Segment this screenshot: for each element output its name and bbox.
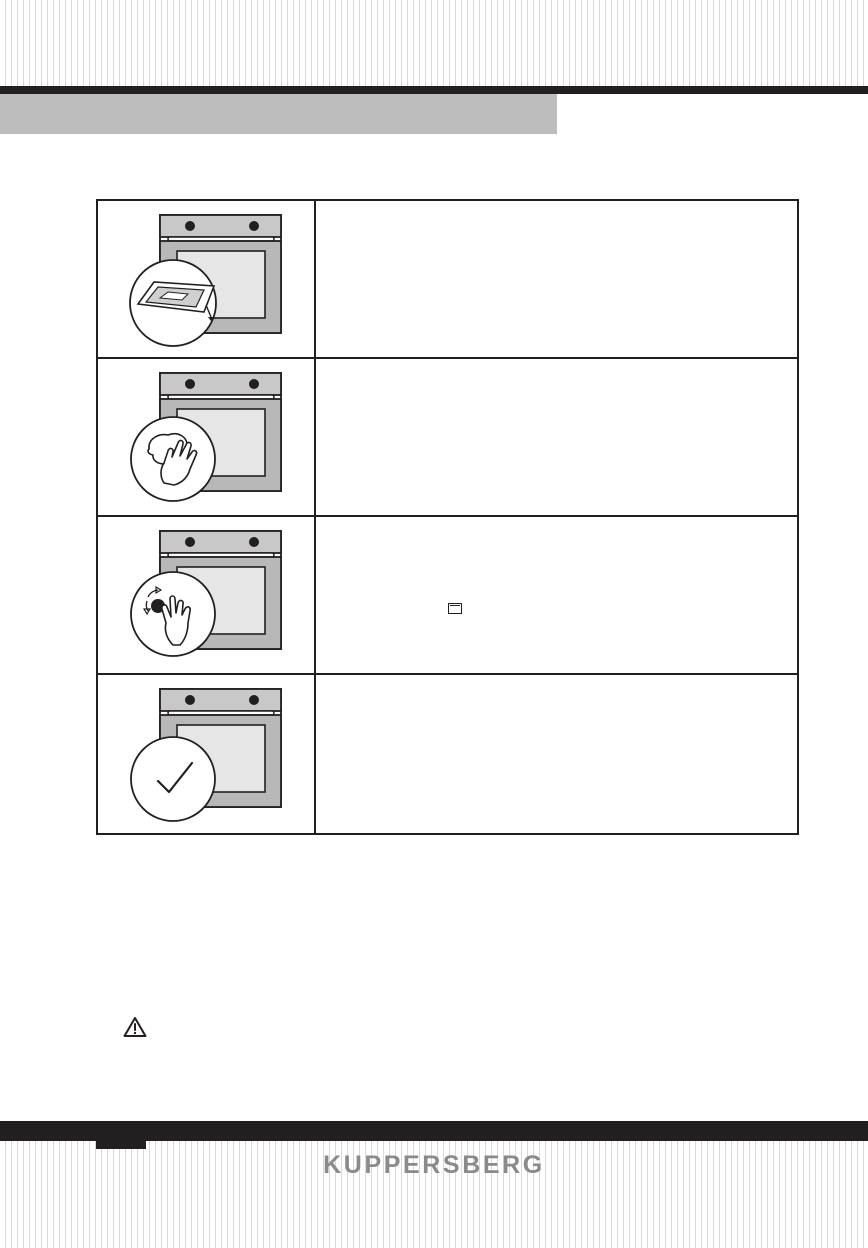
section-title-band (0, 94, 557, 134)
footer-bar (0, 1121, 868, 1141)
step-3-description (318, 517, 797, 673)
step-1-illustration (98, 201, 316, 357)
oven-illustration (98, 201, 316, 359)
oven-illustration (98, 359, 316, 517)
header-bar (0, 86, 868, 94)
step-row-3 (98, 517, 797, 675)
step-4-description (318, 675, 797, 833)
oven-illustration (98, 517, 316, 675)
step-row-2 (98, 359, 797, 517)
oven-mode-icon (448, 603, 462, 614)
step-2-description (318, 359, 797, 515)
step-row-4 (98, 675, 797, 833)
step-2-illustration (98, 359, 316, 515)
page-number-tab (96, 1141, 146, 1149)
header-stripe-pattern (0, 0, 868, 86)
step-row-1 (98, 201, 797, 359)
oven-illustration (98, 675, 316, 833)
step-4-illustration (98, 675, 316, 833)
step-3-illustration (98, 517, 316, 673)
warning-icon (123, 1016, 147, 1038)
step-1-description (318, 201, 797, 357)
steps-table (96, 199, 799, 835)
brand-logo: KUPPERSBERG (323, 1151, 545, 1179)
